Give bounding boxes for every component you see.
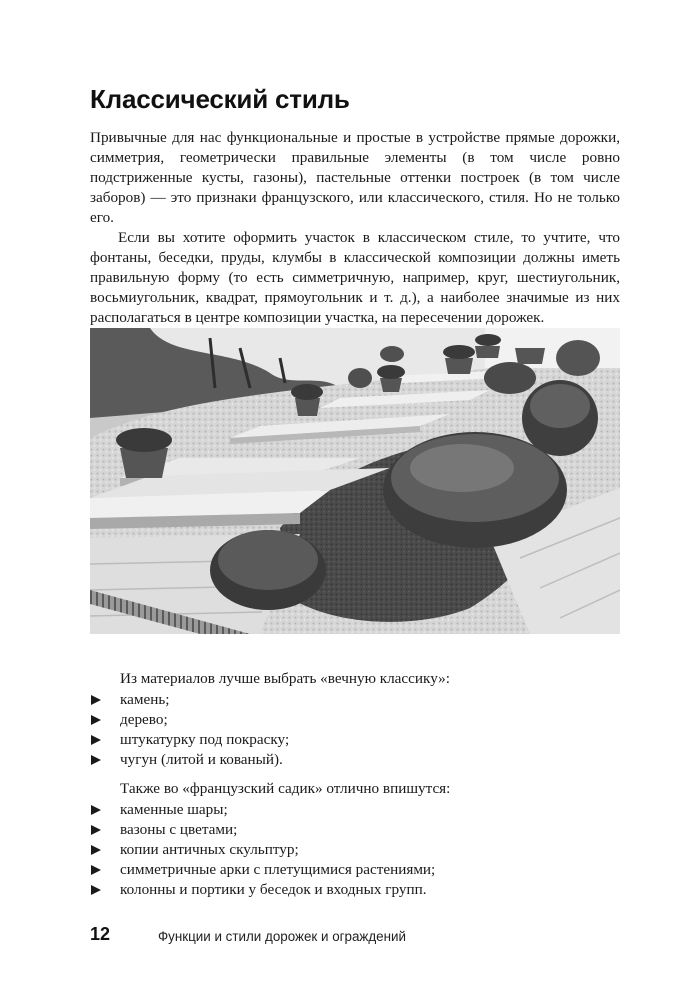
intro-paragraph-1: Привычные для нас функциональные и простые в устройстве прямые дорожки, симметрия, геометрически правильные элементы (в том числе ровно подстриженные кусты, газоны), пастельные оттенки построек (в том числе заборов) — это признаки французского, или классического, стиля. Но не только его. xyxy=(90,129,620,226)
garden-features-section xyxy=(90,779,620,900)
arrow-bullet-icon xyxy=(91,865,101,875)
running-title: Функции и стили дорожек и ограждений xyxy=(158,929,406,944)
list-item: камень; xyxy=(90,690,620,710)
arrow-bullet-icon xyxy=(91,805,101,815)
list-item: колонны и портики у беседок и входных групп. xyxy=(90,880,620,900)
list-item: симметричные арки с плетущимися растениями; xyxy=(90,860,620,880)
page-number: 12 xyxy=(90,924,111,944)
garden-photo xyxy=(90,328,620,634)
garden-features-list xyxy=(90,800,620,900)
arrow-bullet-icon xyxy=(91,735,101,745)
list-item: дерево; xyxy=(90,710,620,730)
intro-paragraph-2: Если вы хотите оформить участок в классическом стиле, то учтите, что фонтаны, беседки, пруды, клумбы в классической композиции должны иметь правильную форму (то есть симметричную, например, круг, шестиугольник, восьмиугольник, квадрат, прямоугольник и т. д.), а наиболее значимые из них располагаться в центре композиции участка, на пересечении дорожек. xyxy=(90,229,620,326)
garden-features-intro: Также во «французский садик» отлично впишутся: xyxy=(120,780,451,797)
section-heading: Классический стиль xyxy=(90,84,350,114)
list-item: каменные шары; xyxy=(90,800,620,820)
materials-section xyxy=(90,669,620,770)
arrow-bullet-icon xyxy=(91,845,101,855)
arrow-bullet-icon xyxy=(91,715,101,725)
arrow-bullet-icon xyxy=(91,825,101,835)
materials-intro: Из материалов лучше выбрать «вечную классику»: xyxy=(120,670,450,687)
arrow-bullet-icon xyxy=(91,885,101,895)
arrow-bullet-icon xyxy=(91,755,101,765)
arrow-bullet-icon xyxy=(91,695,101,705)
list-item: чугун (литой и кованый). xyxy=(90,750,620,770)
list-item: штукатурку под покраску; xyxy=(90,730,620,750)
list-item: копии античных скульптур; xyxy=(90,840,620,860)
intro-text xyxy=(90,128,620,328)
list-item: вазоны с цветами; xyxy=(90,820,620,840)
materials-list xyxy=(90,690,620,770)
